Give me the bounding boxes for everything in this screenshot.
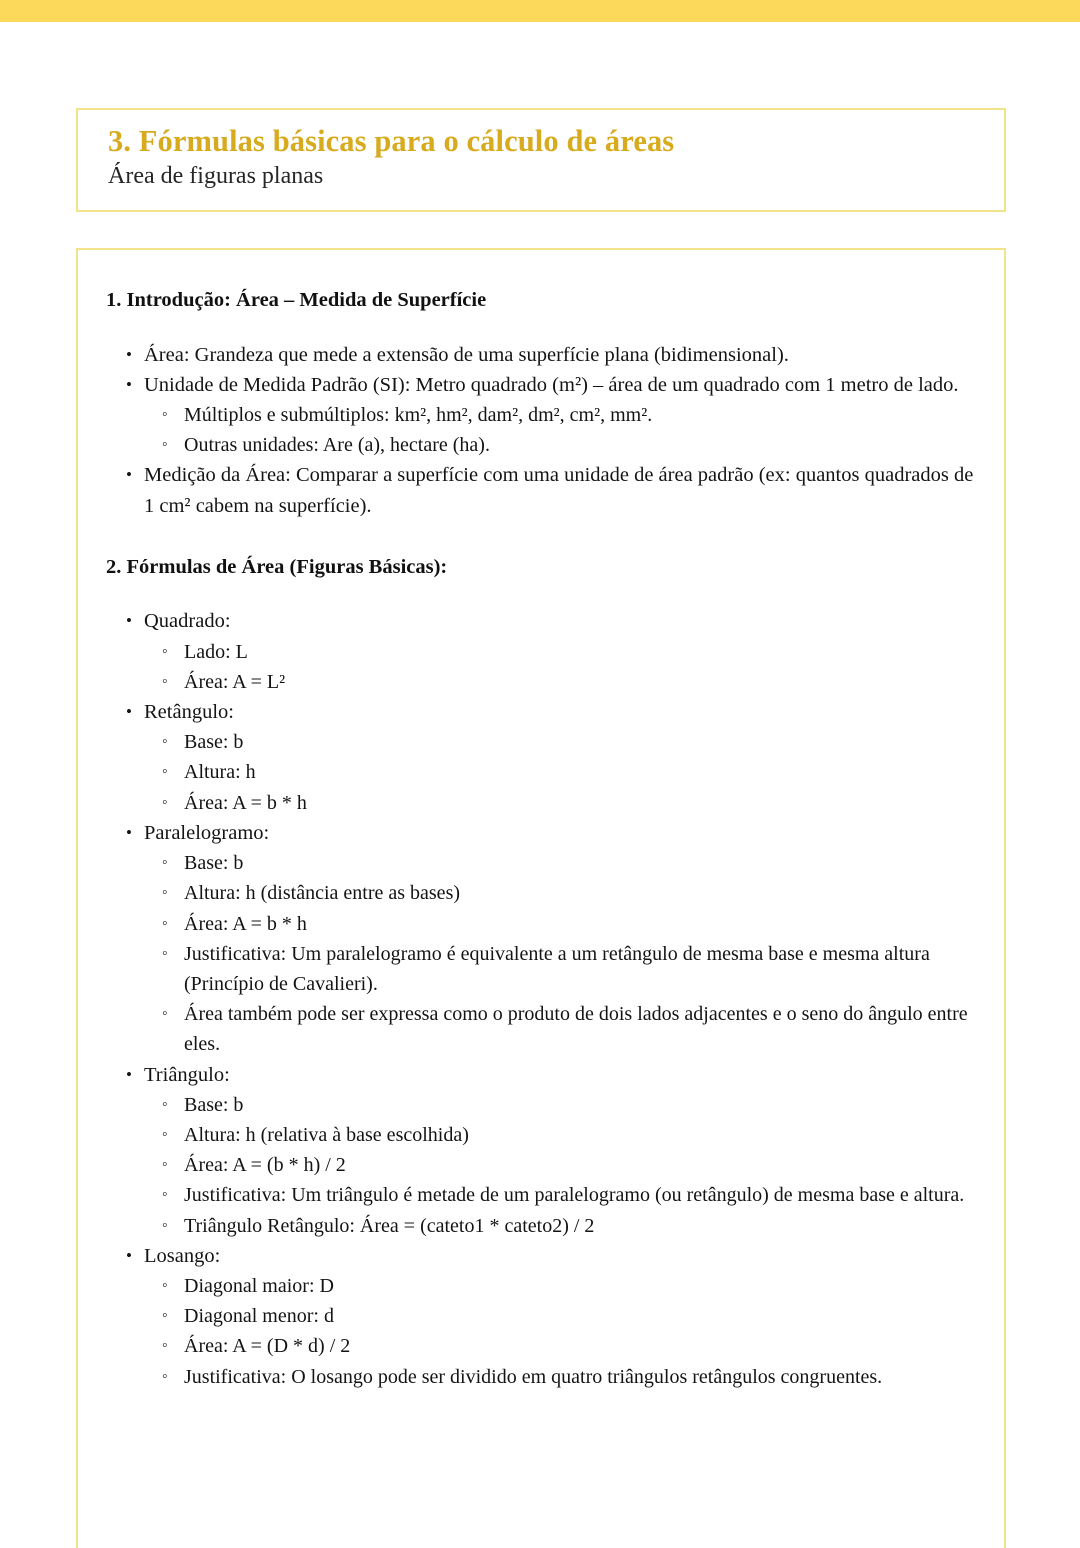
list-item [106,697,980,818]
list-item [106,818,980,1060]
document-page [0,22,1080,1528]
title-box [76,108,1006,212]
sub-list-item-text: ◦ Altura: h [184,757,980,787]
list-item-text: • Paralelogramo: [144,818,980,848]
list-item [106,460,980,520]
sub-bullet-list [144,1271,980,1392]
sub-list-item-text: ◦ Altura: h (relativa à base escolhida) [184,1120,980,1150]
list-item-text: • Medição da Área: Comparar a superfície com uma unidade de área padrão (ex: quantos quadrados de 1 cm² cabem na superfície). [144,460,980,520]
section-heading: 1. Introdução: Área – Medida de Superfície [106,289,487,311]
sub-list-item [144,1120,980,1150]
sub-list-item [144,999,980,1059]
sub-list-item-text: ◦ Múltiplos e submúltiplos: km², hm², dam², dm², cm², mm². [184,400,980,430]
sub-list-item [144,848,980,878]
content-box [76,248,1006,1548]
sub-list-item-text: ◦ Justificativa: Um paralelogramo é equivalente a um retângulo de mesma base e mesma altura (Princípio de Cavalieri). [184,939,980,999]
list-item [106,1060,980,1241]
sub-bullet-list [144,1090,980,1241]
list-item-text: • Retângulo: [144,697,980,727]
sub-list-item-text: ◦ Base: b [184,1090,980,1120]
sub-list-item [144,727,980,757]
list-item-text: • Área: Grandeza que mede a extensão de uma superfície plana (bidimensional). [144,340,980,370]
list-item [106,340,980,370]
list-item-text: • Losango: [144,1241,980,1271]
sub-list-item-text: ◦ Outras unidades: Are (a), hectare (ha). [184,430,980,460]
top-accent-band [0,0,1080,22]
sub-list-item-text: ◦ Diagonal maior: D [184,1271,980,1301]
sub-list-item-text: ◦ Altura: h (distância entre as bases) [184,878,980,908]
list-item-text: • Triângulo: [144,1060,980,1090]
sub-bullet-list [144,400,980,460]
sub-bullet-list [144,637,980,697]
sub-list-item-text: ◦ Área: A = L² [184,667,980,697]
list-item [106,1241,980,1392]
sections-container [106,288,980,1392]
sub-list-item [144,400,980,430]
bullet-list [106,606,980,1391]
sub-list-item-text: ◦ Área: A = b * h [184,909,980,939]
sub-bullet-list [144,727,980,818]
bullet-list [106,340,980,521]
sub-list-item-text: ◦ Área também pode ser expressa como o produto de dois lados adjacentes e o seno do ângulo entre eles. [184,999,980,1059]
list-item-text: • Unidade de Medida Padrão (SI): Metro quadrado (m²) – área de um quadrado com 1 metro de lado. [144,370,980,400]
sub-list-item [144,878,980,908]
sub-list-item-text: ◦ Triângulo Retângulo: Área = (cateto1 * cateto2) / 2 [184,1211,980,1241]
sub-list-item [144,1301,980,1331]
sub-list-item [144,939,980,999]
sub-list-item [144,1150,980,1180]
section-heading: 2. Fórmulas de Área (Figuras Básicas): [106,555,448,578]
sub-list-item [144,1180,980,1210]
sub-list-item-text: ◦ Lado: L [184,637,980,667]
sub-list-item [144,909,980,939]
sub-list-item [144,1090,980,1120]
sub-list-item-text: ◦ Área: A = b * h [184,788,980,818]
sub-list-item-text: ◦ Justificativa: O losango pode ser dividido em quatro triângulos retângulos congruentes. [184,1362,980,1392]
sub-list-item [144,430,980,460]
sub-list-item [144,1362,980,1392]
sub-list-item-text: ◦ Diagonal menor: d [184,1301,980,1331]
sub-list-item-text: ◦ Base: b [184,848,980,878]
sub-list-item [144,667,980,697]
page-title: 3. Fórmulas básicas para o cálculo de áreas [108,124,675,158]
sub-list-item-text: ◦ Área: A = (D * d) / 2 [184,1331,980,1361]
sub-bullet-list [144,848,980,1059]
sub-list-item-text: ◦ Área: A = (b * h) / 2 [184,1150,980,1180]
list-item [106,370,980,461]
sub-list-item-text: ◦ Base: b [184,727,980,757]
sub-list-item-text: ◦ Justificativa: Um triângulo é metade de um paralelogramo (ou retângulo) de mesma base e altura. [184,1180,980,1210]
sub-list-item [144,757,980,787]
sub-list-item [144,788,980,818]
sub-list-item [144,1331,980,1361]
sub-list-item [144,1211,980,1241]
page-subtitle: Área de figuras planas [108,162,324,189]
list-item [106,606,980,697]
sub-list-item [144,1271,980,1301]
sub-list-item [144,637,980,667]
list-item-text: • Quadrado: [144,606,980,636]
